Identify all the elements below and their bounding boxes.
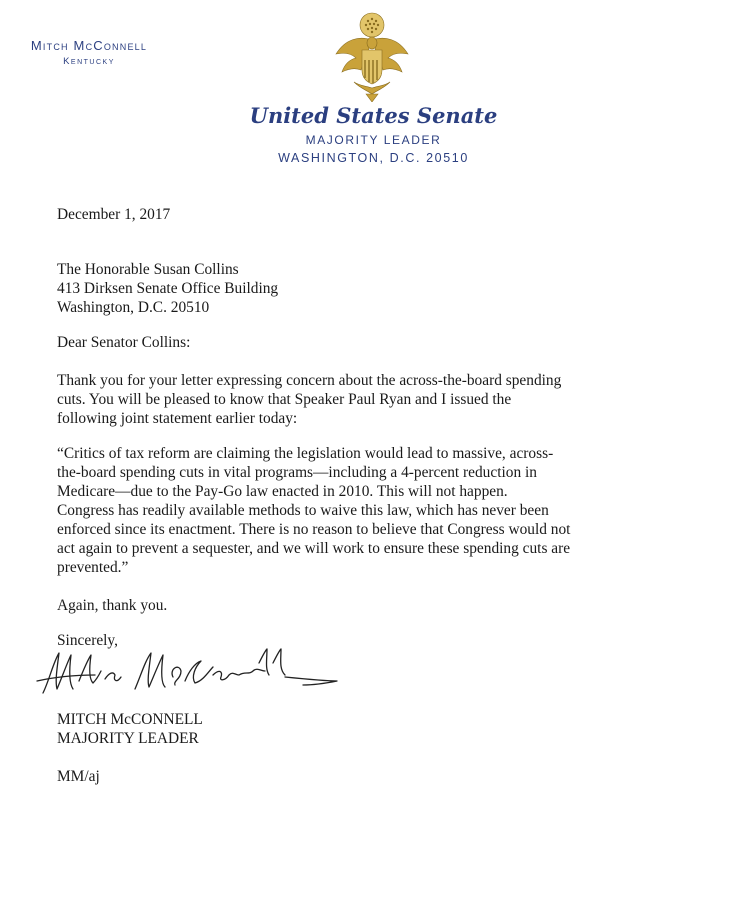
handwritten-signature xyxy=(35,641,340,711)
signer-name: MITCH McCONNELL xyxy=(57,711,203,728)
body-paragraph xyxy=(57,371,707,428)
sender-block xyxy=(0,38,178,67)
quote-line: prevented.” xyxy=(57,559,129,576)
quote-line: “Critics of tax reform are claiming the legislation would lead to massive, across- xyxy=(57,445,554,462)
typist-initials: MM/aj xyxy=(57,768,100,785)
sender-state: Kentucky xyxy=(63,56,115,67)
quote-line: enforced since its enactment. There is no reason to believe that Congress would not xyxy=(57,521,571,538)
body-line: following joint statement earlier today: xyxy=(57,410,298,427)
letterhead-title: MAJORITY LEADER xyxy=(305,133,442,147)
recipient-line: The Honorable Susan Collins xyxy=(57,261,239,278)
letter-date: December 1, 2017 xyxy=(57,206,171,223)
letterhead-city: WASHINGTON, D.C. 20510 xyxy=(278,151,469,165)
quote-line: Congress has readily available methods to waive this law, which has never been xyxy=(57,502,549,519)
letterhead-senate: United States Senate xyxy=(249,103,498,128)
signer-block xyxy=(57,710,707,748)
recipient-line: 413 Dirksen Senate Office Building xyxy=(57,280,279,297)
sender-name: Mitch McConnell xyxy=(30,38,148,53)
quote-line: the-board spending cuts in vital programs—including a 4-percent reduction in xyxy=(57,464,537,481)
closing-thanks: Again, thank you. xyxy=(57,597,168,614)
senate-seal-icon xyxy=(332,10,412,102)
quote-line: Medicare—due to the Pay-Go law enacted in 2010. This will not happen. xyxy=(57,483,508,500)
recipient-line: Washington, D.C. 20510 xyxy=(57,299,210,316)
signer-title: MAJORITY LEADER xyxy=(57,730,199,747)
body-line: Thank you for your letter expressing concern about the across-the-board spending xyxy=(57,372,562,389)
body-line: cuts. You will be pleased to know that Speaker Paul Ryan and I issued the xyxy=(57,391,512,408)
recipient-address xyxy=(57,260,707,317)
quoted-statement xyxy=(57,444,707,577)
quote-line: act again to prevent a sequester, and we will work to ensure these spending cuts are xyxy=(57,540,571,557)
closing: Sincerely, xyxy=(57,632,118,649)
salutation: Dear Senator Collins: xyxy=(57,334,191,351)
